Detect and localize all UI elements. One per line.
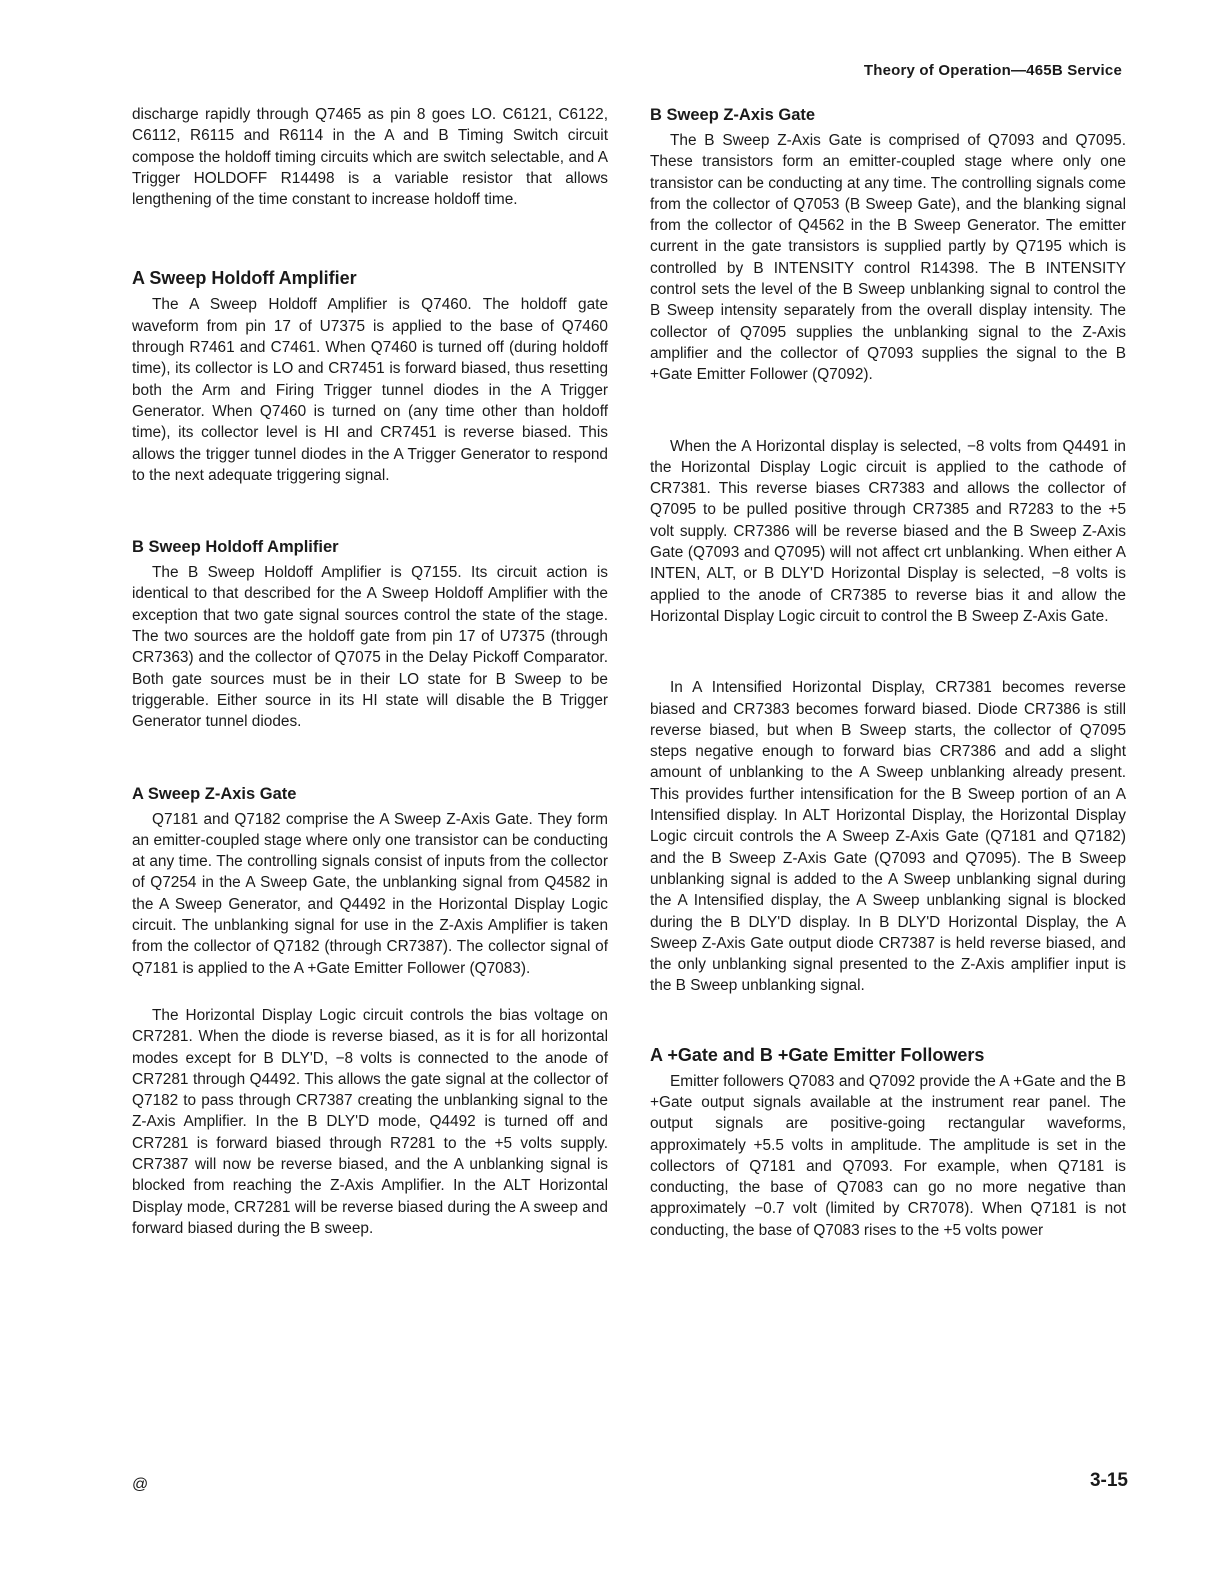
heading-b-sweep-holdoff-amplifier: B Sweep Holdoff Amplifier [132, 538, 339, 557]
paragraph-holdoff-timing: discharge rapidly through Q7465 as pin 8 goes LO. C6121, C6122, C6112, R6115 and R6114 in the A and B Timing Switch circuit compose the holdoff timing circuits which are switch selectable, and A Trigger HOLDOFF R14498 is a variable resistor that allows lengthening of the time constant to increase holdoff time. [132, 106, 608, 209]
page-number: 3-15 [1089, 1470, 1128, 1491]
paragraph-horizontal-display-logic: The Horizontal Display Logic circuit controls the bias voltage on CR7281. When the diode is reverse biased, as it is for all horizontal modes except for B DLY'D, −8 volts is connected to the anode of CR7281 through Q4492. This allows the gate signal at the collector of Q7182 to pass through CR7387 creating the unblanking signal to the Z-Axis Amplifier. In the B DLY'D mode, Q4492 is turned off and CR7281 is forward biased through R7281 to the +5 volts supply. CR7387 will now be reverse biased, and the A unblanking signal is blocked from reaching the Z-Axis Amplifier. In the ALT Horizontal Display mode, CR7281 will be reverse biased during the A sweep and forward biased during the B sweep. [132, 1006, 608, 1237]
paragraph-b-sweep-z-axis: The B Sweep Z-Axis Gate is comprised of Q7093 and Q7095. These transistors form an emitter-coupled stage where only one transistor can be conducting at any time. The controlling signals come from the collector of Q7053 (B Sweep Gate), and the blanking signal from the collector of Q4562 in the B Sweep Generator. The emitter current in the gate transistors is supplied partly by Q7195 which is controlled by B INTENSITY control R14398. The B INTENSITY control sets the level of the B Sweep unblanking signal to control the B Sweep intensity separately from the overall display intensity. The collector of Q7095 supplies the unblanking signal to the Z-Axis amplifier and the collector of Q7093 supplies the signal to the B +Gate Emitter Follower (Q7092). [650, 132, 1126, 384]
right-column [650, 104, 1126, 1241]
paragraph-a-horizontal-display: When the A Horizontal display is selected, −8 volts from Q4491 in the Horizontal Display Logic circuit is applied to the cathode of CR7381. This reverse biases CR7383 and allows the collector of Q7095 to be pulled positive through CR7385 and R7283 to the +5 volt supply. CR7386 will be reverse biased and the B Sweep Z-Axis Gate (Q7093 and Q7095) will not affect crt unblanking. When either A INTEN, ALT, or B DLY'D Horizontal Display is selected, −8 volts is applied to the anode of CR7385 to reverse bias it and allow the Horizontal Display Logic circuit to control the B Sweep Z-Axis Gate. [650, 437, 1126, 625]
left-column [132, 104, 608, 1239]
footer-mark: @ [132, 1476, 149, 1493]
paragraph-a-sweep-z-axis: Q7181 and Q7182 comprise the A Sweep Z-Axis Gate. They form an emitter-coupled stage where only one transistor can be conducting at any time. The controlling signals consist of inputs from the collector of Q7254 in the A Sweep Gate, the unblanking signal from Q4582 in the A Sweep Generator, and Q4492 in the Horizontal Display Logic circuit. The unblanking signal for use in the Z-Axis Amplifier is taken from the collector of Q7182 (through CR7387). The collector signal of Q7181 is applied to the A +Gate Emitter Follower (Q7083). [132, 810, 608, 977]
heading-a-sweep-z-axis-gate: A Sweep Z-Axis Gate [132, 784, 297, 803]
running-header: Theory of Operation—465B Service [863, 62, 1122, 79]
paragraph-emitter-followers: Emitter followers Q7083 and Q7092 provide the A +Gate and the B +Gate output signals available at the instrument rear panel. The output signals are positive-going rectangular waveforms, approximately +5.5 volts in amplitude. The amplitude is set in the collectors of Q7181 and Q7093. For example, when Q7181 is conducting, the base of Q7083 can go no more negative than approximately −0.7 volt (limited by CR7078). When Q7181 is not conducting, the base of Q7083 rises to the +5 volts power [650, 1072, 1126, 1239]
heading-gate-emitter-followers: A +Gate and B +Gate Emitter Followers [650, 1044, 985, 1065]
paragraph-a-sweep-holdoff: The A Sweep Holdoff Amplifier is Q7460. The holdoff gate waveform from pin 17 of U7375 is applied to the base of Q7460 through R7461 and C7461. When Q7460 is turned off (during holdoff time), its collector is LO and CR7451 is forward biased, thus resetting both the Arm and Firing Trigger tunnel diodes in the A Trigger Generator. When Q7460 is turned on (any time other than holdoff time), its collector level is HI and CR7451 is reverse biased. This allows the trigger tunnel diodes in the A Trigger Generator to respond to the next adequate triggering signal. [132, 296, 608, 484]
heading-a-sweep-holdoff-amplifier: A Sweep Holdoff Amplifier [132, 268, 357, 289]
paragraph-a-intensified-display: In A Intensified Horizontal Display, CR7381 becomes reverse biased and CR7383 becomes forward biased. Diode CR7386 is still reverse biased, but when B Sweep starts, the collector of Q7095 steps negative enough to forward bias CR7386 and add a slight amount of unblanking to the A Sweep unblanking already present. This provides further intensification for the B Sweep portion of an A Intensified display. In ALT Horizontal Display, the Horizontal Display Logic circuit controls the A Sweep Z-Axis Gate (Q7181 and Q7182) and the B Sweep Z-Axis Gate (Q7093 and Q7095). The B Sweep unblanking signal is added to the A Sweep unblanking signal during the A Intensified display, the A Sweep unblanking signal is blocked during the B DLY'D display. In B DLY'D Horizontal Display, the A Sweep Z-Axis Gate output diode CR7387 is held reverse biased, and the only unblanking signal presented to the Z-Axis amplifier input is the B Sweep unblanking signal. [650, 679, 1126, 995]
heading-b-sweep-z-axis-gate: B Sweep Z-Axis Gate [650, 106, 816, 124]
paragraph-b-sweep-holdoff: The B Sweep Holdoff Amplifier is Q7155. Its circuit action is identical to that described for the A Sweep Holdoff Amplifier with the exception that two gate signal sources control the state of the stage. The two sources are the holdoff gate from pin 17 of U7375 (through CR7363) and the collector of Q7075 in the Delay Pickoff Comparator. Both gate sources must be in their LO state for B Sweep to be triggerable. Either source in its HI state will disable the B Trigger Generator tunnel diodes. [132, 564, 608, 731]
